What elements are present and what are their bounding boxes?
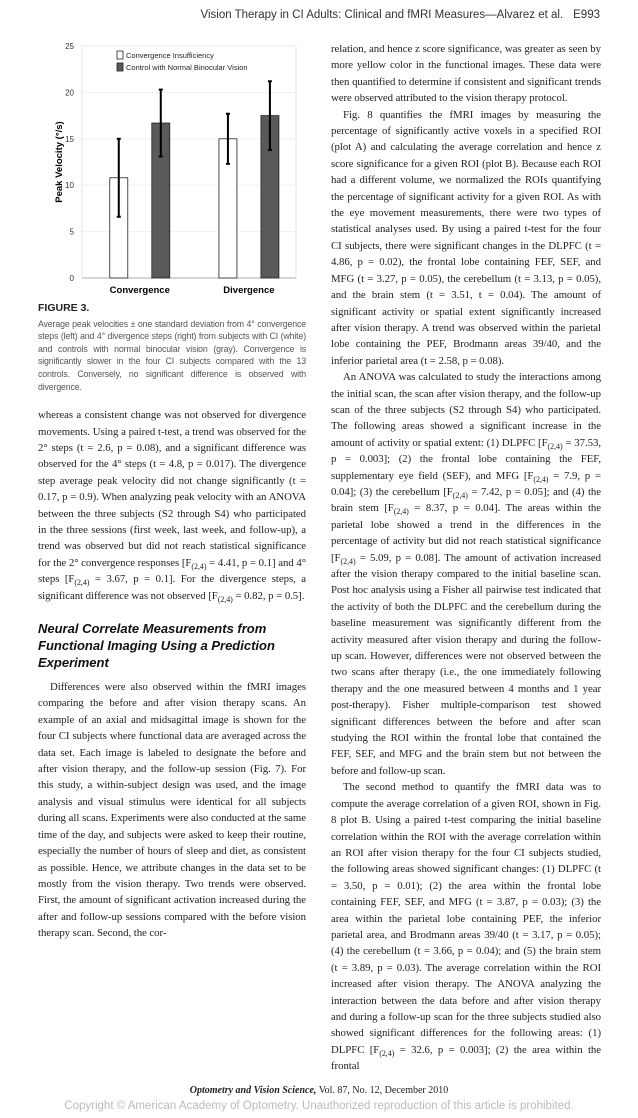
body-paragraph: Fig. 8 quantifies the fMRI images by measuring the percentage of significantly active voxels in a specified ROI (plot A) and calculating the average correlation and hence z score significance for a given ROI (plot B). Because each ROI had a different volume, we normalized the ROIs quantifying the percentage of significant activity for a given ROI. As with the eye movement measurements, there were two types of statistical analyses used. By using a paired t-test for the four CI subjects, there were significant changes in the DLPFC (t = 4.86, p = 0.02), the frontal lobe containing FEF, SEF, and MFG (t = 3.27, p = 0.05), the cerebellum (t = 3.13, p = 0.05), and the brain stem (t = 3.51, t = 0.04). The amount of significant activity or spatial extent significantly increased after vision therapy. A trend was observed within the parietal lobe containing the PEF, Brodmann areas 39/40, and the inferior parietal area (t = 2.58, p = 0.08). xyxy=(331,108,601,367)
body-paragraph: Differences were also observed within the fMRI images comparing the before and after vision therapy scans. An example of an axial and midsagittal image is shown for the four CI subjects where functional data are averaged across the data set. Each image is labeled to designate the before and after vision therapy, and the follow-up session (Fig. 7). For this study, a within-subject design was used, and the image analysis and visual stimulus were identical for all subjects during all scans. Experiments were also conducted at the same time of the day, and subjects were asked to keep their routine, especially the number of hours of sleep and diet, as consistent as possible. Hence, we attribute changes in the data set to be mostly from the vision therapy. Two trends were observed. First, the amount of significant activation increased during the after and follow-up sessions compared with the before vision therapy scan. Second, the cor- xyxy=(38,681,306,940)
y-tick-label: 25 xyxy=(65,42,74,51)
left-column xyxy=(38,35,306,942)
legend-swatch xyxy=(117,51,123,59)
subscript: (2,4) xyxy=(452,491,468,501)
figure-label: FIGURE 3. xyxy=(38,302,90,314)
subscript: (2,4) xyxy=(191,561,207,571)
running-header xyxy=(0,0,638,35)
subscript: (2,4) xyxy=(547,441,563,451)
x-category-label: Divergence xyxy=(223,285,275,296)
figure-3-bar-chart xyxy=(40,35,320,300)
section-heading: Neural Correlate Measurements from Functional Imaging Using a Prediction Experiment xyxy=(38,621,275,671)
legend-label: Convergence Insufficiency xyxy=(126,51,214,60)
x-category-label: Convergence xyxy=(109,285,170,296)
legend-label: Control with Normal Binocular Vision xyxy=(126,63,248,72)
right-column xyxy=(331,41,601,1075)
y-tick-label: 20 xyxy=(65,88,74,98)
body-paragraph: The second method to quantify the fMRI data was to compute the average correlation of a given ROI, shown in Fig. 8 plot B. Using a paired t-test comparing the initial baseline correlation within the ROI with the average correlation within an ROI after vision therapy for the four CI subjects studied, the following areas showed significant changes: (1) DLPFC (t = 3.50, p = 0.01); (2) the area within the frontal lobe containing FEF, SEF, and MFG (t = 3.87, p = 0.03); (3) the area within the parietal lobe containing PEF, the inferior parietal area, and Brodmann areas 39/40 (t = 3.17, p = 0.05); (4) the cerebellum (t = 3.66, p = 0.04); and (5) the brain stem (t = 3.89, p = 0.03). The average correlation within the ROI increased after vision therapy. The ANOVA analyzing the interaction between the data before and after vision therapy and during a follow-up scan for the three subjects studied also showed significant differences for the following areas: (1) DLPFC [$F_{(2,4)} = 32.6$, p = 0.003]; (2) the area within the frontal xyxy=(331,781,601,1073)
two-column-body xyxy=(0,35,638,1075)
left-column-bottom xyxy=(38,679,306,942)
y-axis-label: Peak Velocity (°/s) xyxy=(54,121,65,203)
y-tick-label: 10 xyxy=(65,181,74,191)
subscript: (2,4) xyxy=(217,594,233,604)
running-title: Vision Therapy in CI Adults: Clinical and fMRI Measures—Alvarez et al. xyxy=(200,9,564,21)
body-paragraph: An ANOVA was calculated to study the interactions among the initial scan, the scan after vision therapy, and the follow-up scan of the three subjects (S2 through S4) who participated. The following areas showed a significant increase in the amount of activity or spatial extent: (1) DLPFC [$F_{(2,4)} = 37.53$, p = 0.003]; (2) the frontal lobe containing the FEF, supplementary eye field (SEF), and MFG [$F_{(2,4)} = 7.9$, p = 0.04]; (3) the cerebellum [$F_{(2,4)} = 7.42$, p = 0.05]; and (4) the brain stem [$F_{(2,4)} = 8.37$, p = 0.04]. The areas within the parietal lobe showed a trend in the differences in the percentage of activity but did not reach statistical significance [$F_{(2,4)} = 5.09$, p = 0.08]. The amount of activation increased after the vision therapy compared to the initial baseline scan. Post hoc analysis using a Fisher all pairwise test indicated that the activity of both the DLPFC and the cerebellum during the baseline measurement was significantly different from the activity measured after vision therapy and during the follow-up scan. However, differences were not observed between the two scans after therapy (i.e., the one immediately following therapy and the one measured between 4 months and 1 year post-therapy). Fisher multiple-comparison test showed significant differences between the before and after scan studying the ROI within the frontal lobe that contained the FEF, SEF, and MFG and the brain stem but not between the before and follow-up scan. xyxy=(331,371,601,777)
subscript: (2,4) xyxy=(74,578,90,588)
y-tick-label: 5 xyxy=(69,227,74,237)
subscript: (2,4) xyxy=(533,474,549,484)
caption-text: Average peak velocities ± one standard deviation from 4° convergence steps (left) and 4° divergence steps (right) from subjects with CI (white) and controls with normal binocular vision (gray). Convergence is significantly slower in the four CI subjects compared with the 13 controls. Conversely, no significant difference is observed with divergence. xyxy=(38,318,306,392)
body-paragraph: relation, and hence z score significance, was greater as seen by more yellow color in the functional images. These data were then quantified to determine if consistent and significant trends were observed attributed to the vision therapy protocol. xyxy=(331,43,601,105)
journal-issue: Vol. 87, No. 12, December 2010 xyxy=(316,1084,449,1096)
subscript: (2,4) xyxy=(379,1048,395,1058)
subscript: (2,4) xyxy=(393,507,409,517)
journal-footer xyxy=(0,1085,638,1096)
body-paragraph: whereas a consistent change was not observed for divergence movements. Using a paired t-test, a trend was observed for the 2° steps (t = 2.6, p = 0.08), and a significant difference was observed for the 4° steps (t = 4.8, p = 0.017). The divergence step average peak velocity did not change significantly (t = 0.17, p = 0.9). When analyzing peak velocity with an ANOVA between the three subjects (S2 through S4) who participated in the three sessions (first week, last week, and follow-up), a trend was observed but did not reach statistical significance for the 2° convergence responses [$F_{(2,4)} = 4.41$, p = 0.1] and 4° steps [$F_{(2,4)} = 3.67$, p = 0.1]. For the divergence steps, a significant difference was not observed [$F_{(2,4)} = 0.82$, p = 0.5]. xyxy=(38,409,306,604)
left-column-top xyxy=(38,407,306,604)
subscript: (2,4) xyxy=(340,556,356,566)
page-number: E993 xyxy=(573,9,600,21)
journal-name: Optometry and Vision Science, xyxy=(189,1084,317,1096)
y-tick-label: 15 xyxy=(65,134,74,144)
legend-swatch xyxy=(117,63,123,71)
y-tick-label: 0 xyxy=(69,274,74,283)
figure-caption xyxy=(38,302,306,393)
copyright-notice: Copyright © American Academy of Optometry. Unauthorized reproduction of this article is prohibited. xyxy=(64,1099,574,1112)
